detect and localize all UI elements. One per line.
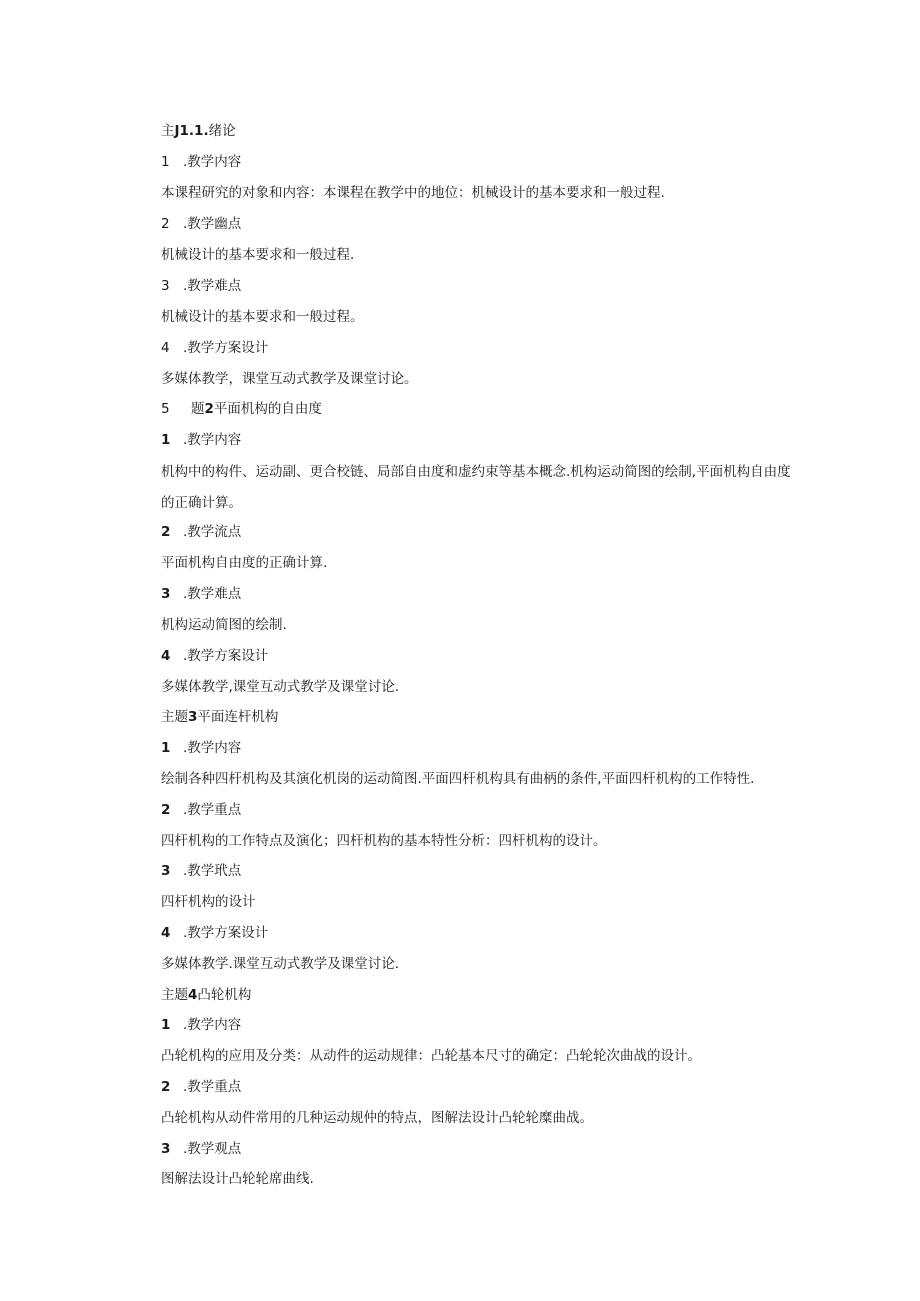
section-title: .教学内容 bbox=[183, 154, 242, 170]
paragraph: 四杆机构的设计 bbox=[161, 894, 256, 910]
paragraph: 多媒体教学,课堂互动式教学及课堂讨论. bbox=[161, 679, 400, 695]
paragraph: 图解法设计凸轮轮席曲线. bbox=[161, 1171, 314, 1187]
paragraph: 本课程研究的对象和内容：本课程在教学中的地位：机械设计的基本要求和一般过程. bbox=[161, 185, 665, 201]
paragraph: 绘制各种四杆机构及其演化机岗的运动简图.平面四杆机构具有曲柄的条件,平面四杆机构的工作特性. bbox=[161, 771, 755, 787]
paragraph: 机械设计的基本要求和一般过程. bbox=[161, 247, 355, 263]
section-number: 4 bbox=[161, 648, 171, 664]
paragraph: 多媒体教学.课堂互动式教学及课堂讨论. bbox=[161, 956, 400, 972]
section-title: .教学内容 bbox=[183, 432, 242, 448]
section-number: 2 bbox=[161, 216, 170, 232]
section-title: .教学难点 bbox=[183, 586, 242, 602]
heading-prefix: 题 bbox=[191, 401, 205, 417]
section-heading bbox=[161, 584, 241, 604]
section-number: 3 bbox=[161, 1141, 171, 1157]
section-title: .教学内容 bbox=[183, 740, 242, 756]
section-number: 2 bbox=[161, 524, 171, 540]
section-title: .教学方案设计 bbox=[183, 925, 269, 941]
topic-2-heading bbox=[161, 399, 322, 419]
paragraph: 机械设计的基本要求和一般过程。 bbox=[161, 309, 364, 325]
heading-title: 绪论 bbox=[208, 123, 236, 139]
heading-prefix: 主题 bbox=[161, 709, 188, 725]
section-heading bbox=[161, 430, 241, 450]
section-number: 1 bbox=[161, 740, 171, 756]
section-number: 2 bbox=[161, 1079, 171, 1095]
section-number: 4 bbox=[161, 925, 171, 941]
heading-title: 平面连杆机构 bbox=[197, 709, 279, 725]
section-heading bbox=[161, 923, 268, 943]
paragraph: 平面机构自由度的正确计算. bbox=[161, 555, 328, 571]
section-number: 4 bbox=[161, 340, 170, 356]
topic-4-heading bbox=[161, 985, 251, 1005]
section-title: .教学方案设计 bbox=[183, 648, 269, 664]
paragraph: 凸轮机构从动件常用的几种运动规仲的特点，图解法设计凸轮轮糜曲战。 bbox=[161, 1110, 593, 1126]
section-number: 3 bbox=[161, 586, 171, 602]
section-heading bbox=[161, 214, 241, 234]
section-heading bbox=[161, 1077, 241, 1097]
section-heading bbox=[161, 800, 241, 820]
heading-number: 3 bbox=[188, 709, 198, 725]
heading-title: 平面机构的自由度 bbox=[213, 401, 322, 417]
section-title: .教学重点 bbox=[183, 802, 242, 818]
section-heading bbox=[161, 152, 241, 172]
heading-number: 4 bbox=[188, 987, 198, 1003]
section-heading bbox=[161, 276, 241, 296]
heading-number-prefix: 5 bbox=[161, 401, 170, 417]
section-number: 3 bbox=[161, 278, 170, 294]
section-number: 1 bbox=[161, 432, 171, 448]
section-title: .教学幽点 bbox=[183, 216, 242, 232]
section-title: .教学重点 bbox=[183, 1079, 242, 1095]
section-title: .教学观点 bbox=[183, 1141, 242, 1157]
section-heading bbox=[161, 522, 241, 542]
section-number: 1 bbox=[161, 1017, 171, 1033]
heading-number: 2 bbox=[204, 401, 214, 417]
topic-1-heading bbox=[161, 121, 236, 141]
section-number: 1 bbox=[161, 154, 170, 170]
section-number: 2 bbox=[161, 802, 171, 818]
section-title: .教学方案设计 bbox=[183, 340, 269, 356]
section-number: 3 bbox=[161, 863, 171, 879]
heading-title: 凸轮机构 bbox=[197, 987, 252, 1003]
section-title: .教学内容 bbox=[183, 1017, 242, 1033]
section-title: .教学难点 bbox=[183, 278, 242, 294]
section-heading bbox=[161, 1015, 241, 1035]
section-heading bbox=[161, 1139, 241, 1159]
topic-3-heading bbox=[161, 707, 278, 727]
heading-prefix: 主题 bbox=[161, 987, 188, 1003]
section-heading bbox=[161, 861, 241, 881]
paragraph: 凸轮机构的应用及分类：从动件的运动规律：凸轮基本尺寸的确定：凸轮轮次曲战的设计。 bbox=[161, 1048, 701, 1064]
heading-prefix: 主 bbox=[161, 123, 175, 139]
section-heading bbox=[161, 738, 241, 758]
paragraph: 机构运动简图的绘制. bbox=[161, 617, 287, 633]
section-title: .教学流点 bbox=[183, 524, 242, 540]
section-heading bbox=[161, 646, 268, 666]
paragraph: 多媒体教学，课堂互动式教学及课堂讨论。 bbox=[161, 371, 418, 387]
section-title: .教学玳点 bbox=[183, 863, 242, 879]
paragraph: 四杆机构的工作特点及演化；四杆机构的基本特性分析：四杆机构的设计。 bbox=[161, 833, 607, 849]
paragraph: 机构中的构件、运动副、更合校链、局部自由度和虚约束等基本概念.机构运动简图的绘制,平面机构自由度的正确计算。 bbox=[161, 464, 791, 511]
section-heading bbox=[161, 338, 268, 358]
heading-number: J1.1. bbox=[174, 123, 209, 139]
